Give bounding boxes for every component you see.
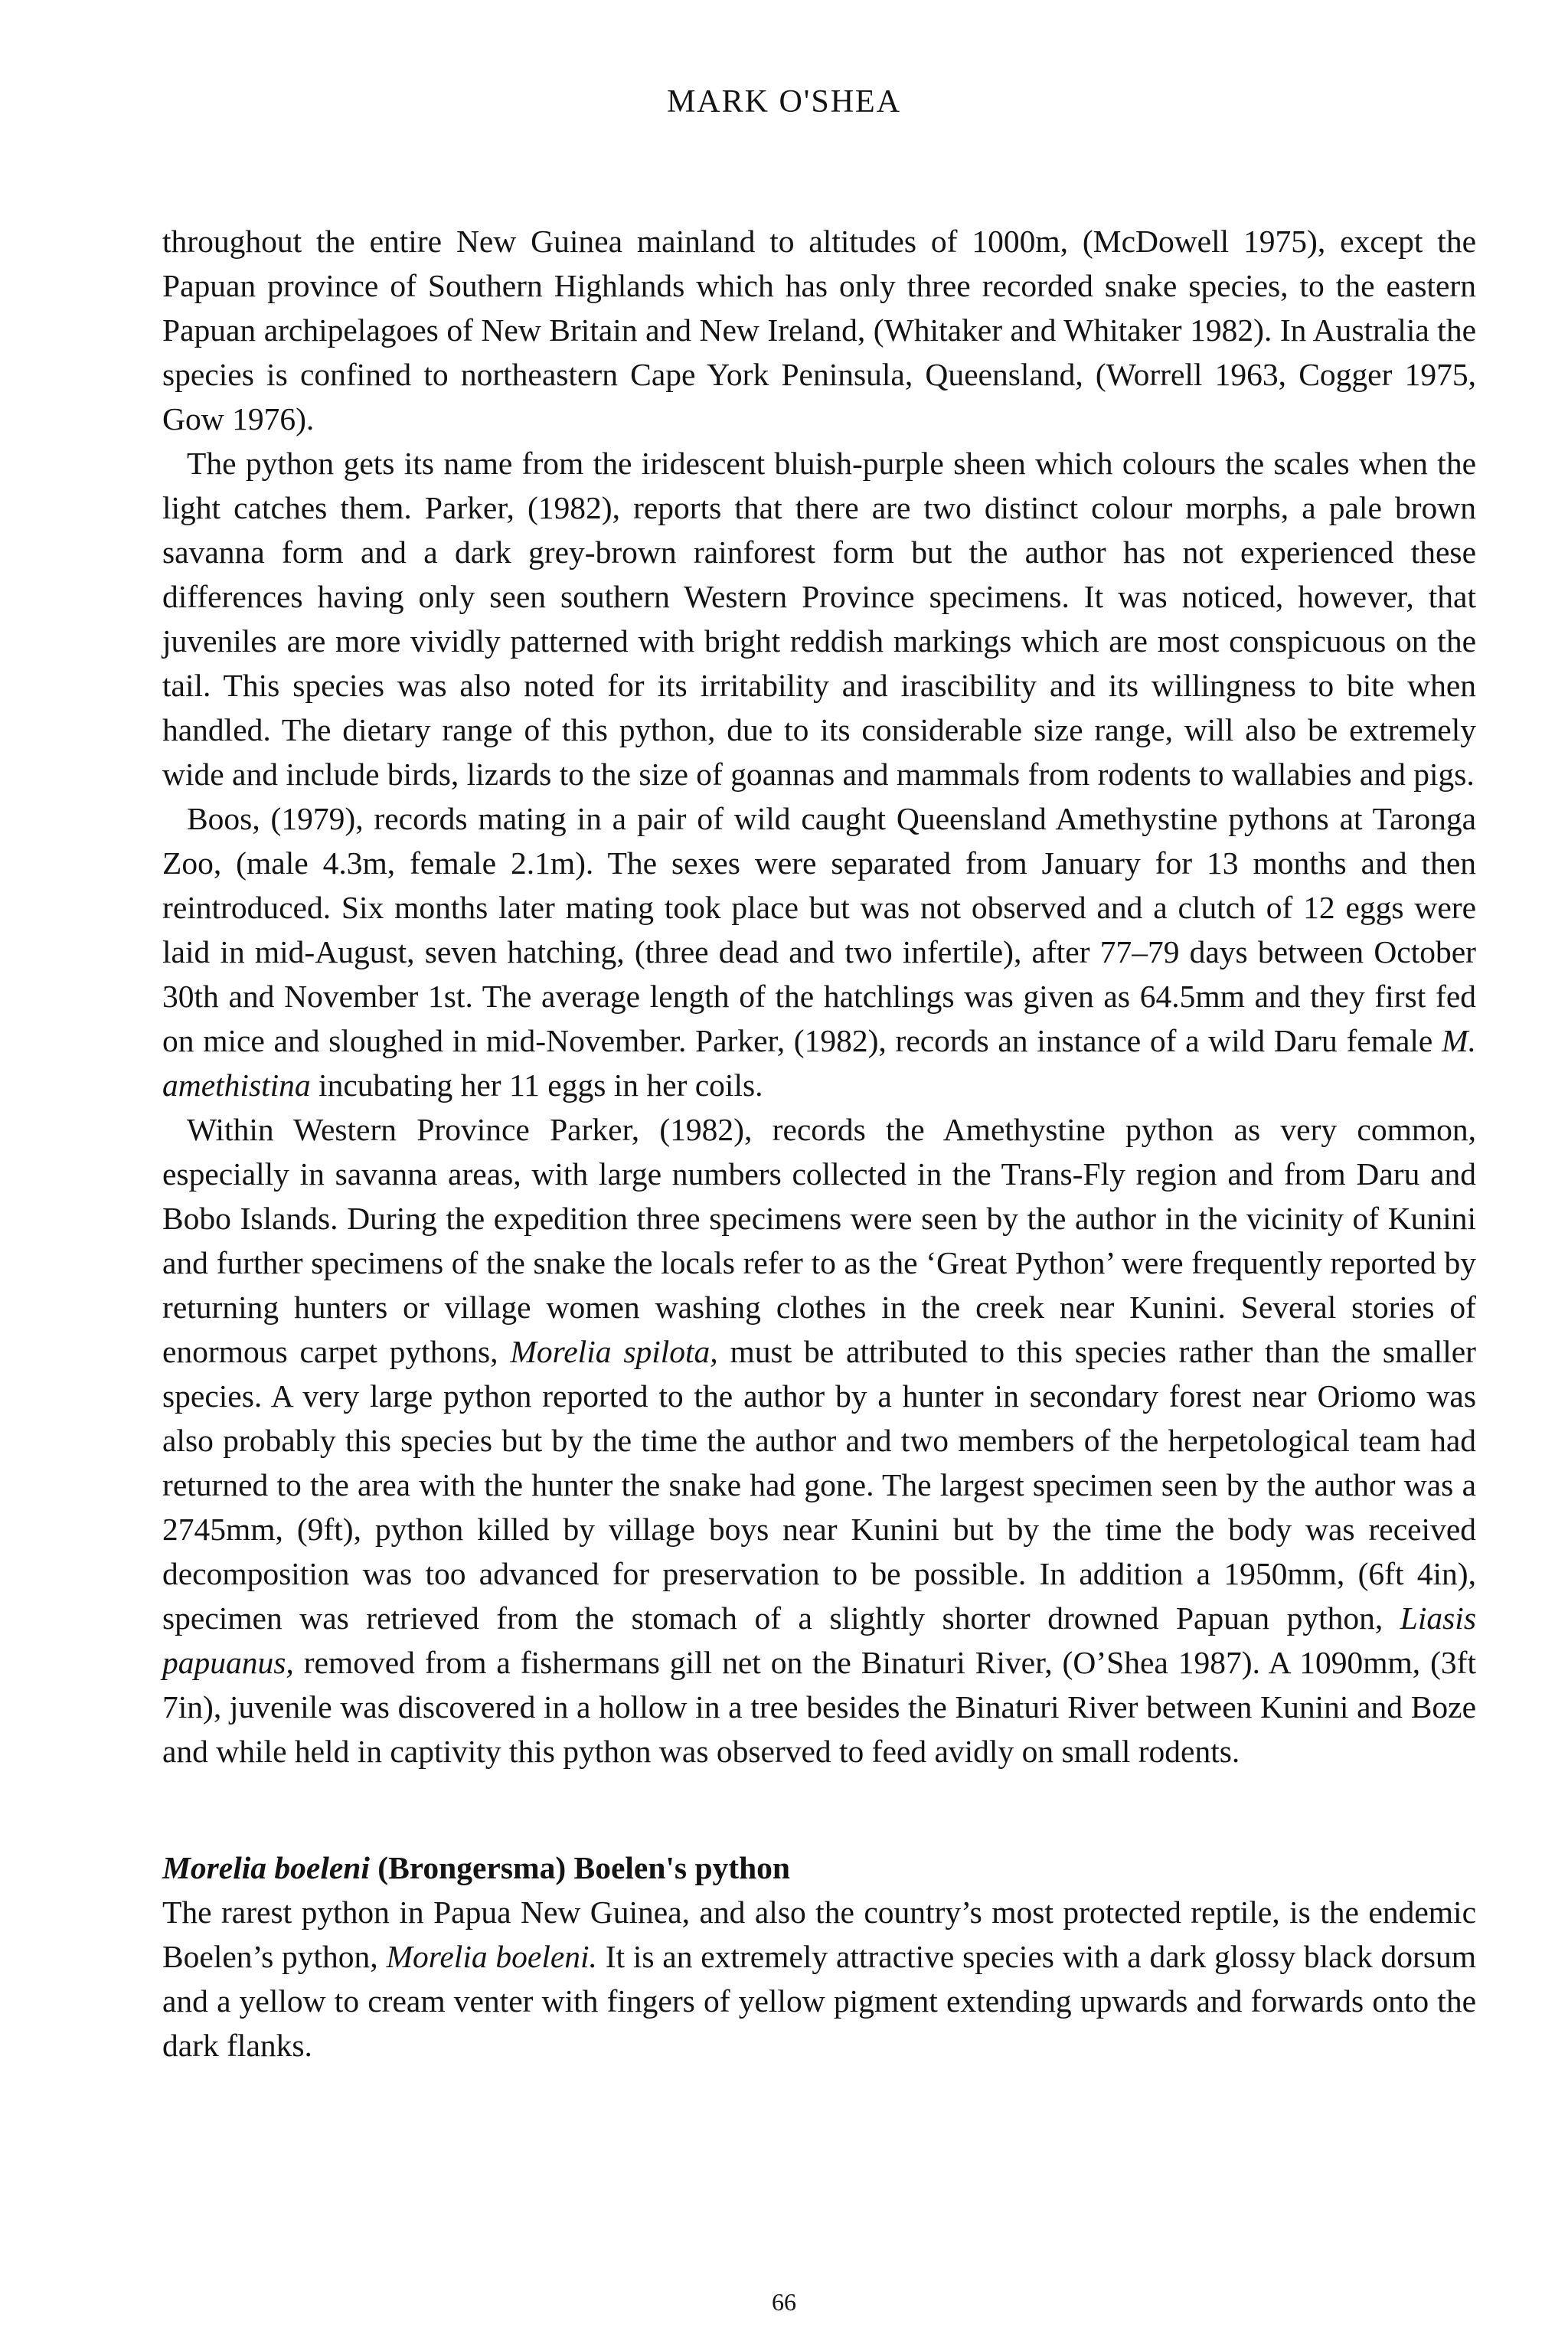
species-name: M. amethistina: [162, 1023, 1476, 1103]
text-run: throughout the entire New Guinea mainland to altitudes of 1000m, (McDowell 1975), except the Papuan province of Southern Highlands which has only three recorded snake species, to the eastern Papuan archipelagoes of New Britain and New Ireland, (Whitaker and Whitaker 1982). In Australia the species is confined to northeastern Cape York Peninsula, Queensland, (Worrell 1963, Cogger 1975, Gow 1976).: [162, 224, 1476, 436]
text-run: removed from a fishermans gill net on the Binaturi River, (O’Shea 1987). A 1090mm, (3ft 7in), juvenile was discovered in a hollow in a tree besides the Binaturi River between Kunini and Boze and while held in captivity this python was observed to feed avidly on small rodents.: [162, 1645, 1476, 1769]
text-run: Within Western Province Parker, (1982), records the Amethystine python as very common, especially in savanna areas, with large numbers collected in the Trans-Fly region and from Daru and Bobo Islands. During the expedition three specimens were seen by the author in the vicinity of Kunini and further specimens of the snake the locals refer to as the ‘Great Python’ were frequently reported by returning hunters or village women washing clothes in the creek near Kunini. Several stories of enormous carpet pythons,: [162, 1112, 1476, 1369]
section-heading-species: Morelia boeleni: [162, 1850, 370, 1885]
running-head: MARK O'SHEA: [666, 84, 902, 119]
text-run: incubating her 11 eggs in her coils.: [310, 1067, 763, 1103]
text-run: The python gets its name from the iridescent bluish-purple sheen which colours the scales when the light catches them. Parker, (1982), reports that there are two distinct colour morphs, a pale brown savanna form and a dark grey-brown rainforest form but the author has not experienced these differences having only seen southern Western Province specimens. It was noticed, however, that juveniles are more vividly patterned with bright reddish markings which are most conspicuous on the tail. This species was also noted for its irritability and irascibility and its willingness to bite when handled. The dietary range of this python, due to its considerable size range, will also be extremely wide and include birds, lizards to the size of goannas and mammals from rodents to wallabies and pigs.: [162, 446, 1476, 792]
text-run: The rarest python in Papua New Guinea, and also the country’s most protected reptile, is the endemic Boelen’s python,: [162, 1895, 1476, 1974]
page-number: 66: [772, 2288, 796, 2316]
text-run: must be attributed to this species rather than the smaller species. A very large python reported to the author by a hunter in secondary forest near Oriomo was also probably this species but by the time the author and two members of the herpetological team had returned to the area with the hunter the snake had gone. The largest specimen seen by the author was a 2745mm, (9ft), python killed by village boys near Kunini but by the time the body was received decomposition was too advanced for preservation to be possible. In addition a 1950mm, (6ft 4in), specimen was retrieved from the stomach of a slightly shorter drowned Papuan python,: [162, 1334, 1477, 1636]
species-name: Morelia spilota,: [510, 1334, 718, 1369]
paragraph-2: [162, 441, 1476, 796]
species-name: Morelia boeleni.: [386, 1939, 597, 1974]
section-heading: [162, 1846, 1476, 1890]
species-name: Liasis papuanus,: [162, 1600, 1476, 1680]
paragraph-4: [162, 1107, 1476, 1774]
section-paragraph: [162, 1890, 1476, 2068]
text-run: It is an extremely attractive species with a dark glossy black dorsum and a yellow to cream venter with fingers of yellow pigment extending upwards and forwards onto the dark flanks.: [162, 1939, 1476, 2063]
paragraph-1: [162, 219, 1476, 441]
text-run: Boos, (1979), records mating in a pair of wild caught Queensland Amethystine pythons at Taronga Zoo, (male 4.3m, female 2.1m). The sexes were separated from January for 13 months and then reintroduced. Six months later mating took place but was not observed and a clutch of 12 eggs were laid in mid-August, seven hatching, (three dead and two infertile), after 77–79 days between October 30th and November 1st. The average length of the hatchlings was given as 64.5mm and they first fed on mice and sloughed in mid-November. Parker, (1982), records an instance of a wild Daru female: [162, 801, 1476, 1058]
section-heading-common-name: (Brongersma) Boelen's python: [369, 1850, 791, 1885]
paragraph-3: [162, 796, 1476, 1107]
body-text: [162, 219, 1476, 2068]
